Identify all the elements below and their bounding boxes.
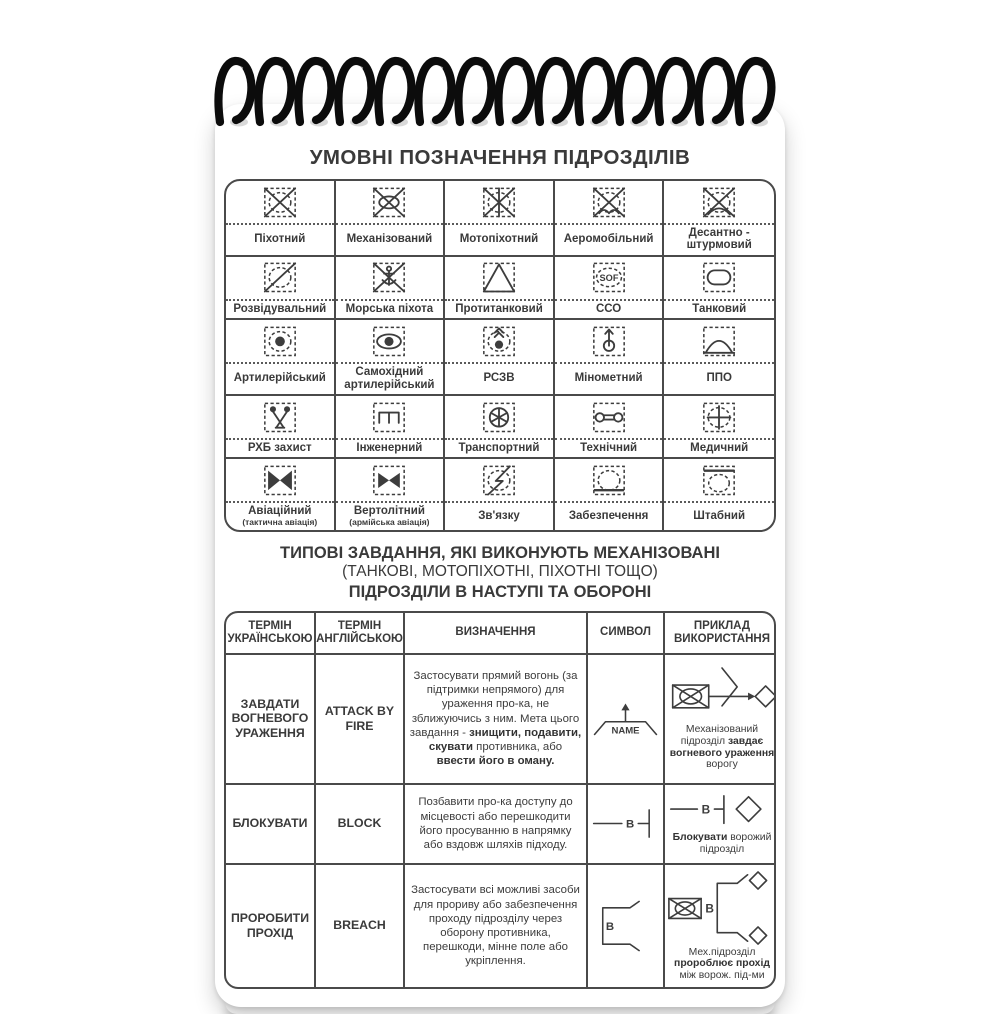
aviation-icon <box>226 459 334 501</box>
unit-cell <box>226 181 336 257</box>
recon-icon <box>226 257 334 299</box>
unit-label: Мотопіхотний <box>445 223 553 255</box>
task-definition: Застосувати всі можливі засоби для прориву або забезпечення проходу підрозділу через оборону противника, перешкоди, мінне поле або укріплення. <box>405 865 588 987</box>
unit-label: Транспортний <box>445 438 553 457</box>
unit-cell <box>664 320 774 396</box>
unit-label: Забезпечення <box>555 501 663 529</box>
unit-cell <box>336 257 446 320</box>
block-example <box>667 791 776 831</box>
unit-label: Піхотний <box>226 223 334 255</box>
unit-label: Розвідувальний <box>226 299 334 318</box>
unit-cell <box>555 396 665 459</box>
task-term-en: BLOCK <box>316 785 405 865</box>
unit-cell <box>336 181 446 257</box>
unit-cell <box>664 459 774 529</box>
unit-cell <box>664 396 774 459</box>
unit-label: РСЗВ <box>445 362 553 394</box>
svg-text:B: B <box>625 818 635 831</box>
unit-label: Морська піхота <box>336 299 444 318</box>
supply-icon <box>555 459 663 501</box>
unit-cell <box>555 257 665 320</box>
unit-label: Аеромобільний <box>555 223 663 255</box>
task-term-ua: ЗАВДАТИ ВОГНЕВОГО УРАЖЕННЯ <box>226 655 316 785</box>
unit-cell <box>555 181 665 257</box>
unit-label: ППО <box>664 362 774 394</box>
tasks-table <box>224 611 776 989</box>
air-assault-icon <box>664 181 774 223</box>
unit-label: Танковий <box>664 299 774 318</box>
unit-label: Вертолітний (армійська авіація) <box>336 501 444 529</box>
task-term-ua: БЛОКУВАТИ <box>226 785 316 865</box>
unit-label: Технічний <box>555 438 663 457</box>
task-symbol <box>588 655 665 785</box>
mortar-icon <box>555 320 663 362</box>
block-symbol <box>590 804 661 843</box>
unit-cell <box>226 257 336 320</box>
unit-label: Десантно - штурмовий <box>664 223 774 255</box>
unit-label: Мінометний <box>555 362 663 394</box>
tasks-table-header: СИМВОЛ <box>588 613 665 655</box>
unit-cell <box>336 459 446 529</box>
sof-icon <box>555 257 663 299</box>
unit-cell <box>445 181 555 257</box>
svg-text:B: B <box>605 920 615 933</box>
unit-cell <box>336 320 446 396</box>
task-example-caption: Блокувати ворожий підрозділ <box>672 832 772 856</box>
unit-cell <box>664 257 774 320</box>
svg-text:B: B <box>705 901 714 916</box>
cbrn-icon <box>226 396 334 438</box>
unit-cell <box>226 320 336 396</box>
task-term-en: ATTACK BY FIRE <box>316 655 405 785</box>
marines-icon <box>336 257 444 299</box>
unit-sublabel: (армійська авіація) <box>349 516 430 527</box>
sp-artillery-icon <box>336 320 444 362</box>
task-example <box>665 785 776 865</box>
task-symbol <box>588 865 665 987</box>
section-heading-line3: ПІДРОЗДІЛИ В НАСТУПІ ТА ОБОРОНІ <box>348 582 652 601</box>
tasks-table-header: ВИЗНАЧЕННЯ <box>405 613 588 655</box>
unit-cell <box>445 257 555 320</box>
task-symbol <box>588 785 665 865</box>
air-defense-icon <box>664 320 774 362</box>
transport-icon <box>445 396 553 438</box>
unit-label: Самохідний артилерійський <box>336 362 444 394</box>
task-definition: Позбавити про-ка доступу до місцевості або перешкодити його просуванню в напрямку або вздовж шляхів підходу. <box>405 785 588 865</box>
tasks-table-header: ТЕРМІН УКРАЇНСЬКОЮ <box>226 613 316 655</box>
unit-cell <box>336 396 446 459</box>
unit-label: Штабний <box>664 501 774 529</box>
tasks-table-header: ПРИКЛАД ВИКОРИСТАННЯ <box>665 613 776 655</box>
unit-label: Зв'язку <box>445 501 553 529</box>
medical-icon <box>664 396 774 438</box>
task-definition: Застосувати прямий вогонь (за підтримки непрямого) для ураження про-ка, не зближуючись з ним. Мета цього завдання - знищити, подавити, скувати противника, або ввести його в оману. <box>405 655 588 785</box>
artillery-icon <box>226 320 334 362</box>
task-example-caption: Мех.підрозділ пророблює прохід між ворож. під-ми <box>674 946 770 982</box>
tank-icon <box>664 257 774 299</box>
unit-label: Протитанковий <box>445 299 553 318</box>
task-example <box>665 655 776 785</box>
spiral-binding <box>208 56 792 142</box>
svg-text:B: B <box>701 802 711 817</box>
page-content <box>215 104 785 1007</box>
breach-symbol <box>590 899 661 953</box>
infantry-icon <box>226 181 334 223</box>
tasks-table-header: ТЕРМІН АНГЛІЙСЬКОЮ <box>316 613 405 655</box>
unit-label: Авіаційний (тактична авіація) <box>226 501 334 529</box>
unit-cell <box>445 396 555 459</box>
unit-cell <box>555 320 665 396</box>
units-symbols-table <box>224 179 776 532</box>
technical-icon <box>555 396 663 438</box>
attack-by-fire-example <box>667 666 776 723</box>
unit-label: Механізований <box>336 223 444 255</box>
unit-label: Артилерійський <box>226 362 334 394</box>
section-heading <box>226 543 774 602</box>
mlrs-icon <box>445 320 553 362</box>
engineer-icon <box>336 396 444 438</box>
notepad-page <box>215 104 785 1007</box>
motorized-infantry-icon <box>445 181 553 223</box>
breach-example <box>667 870 776 946</box>
attack-by-fire-symbol <box>590 696 661 742</box>
unit-cell <box>226 396 336 459</box>
unit-cell <box>226 459 336 529</box>
svg-text:NAME: NAME <box>611 725 640 737</box>
unit-cell <box>555 459 665 529</box>
task-term-ua: ПРОРОБИТИ ПРОХІД <box>226 865 316 987</box>
airmobile-icon <box>555 181 663 223</box>
task-example-caption: Механізований підрозділ завдає вогневого ураження ворогу <box>669 724 775 771</box>
unit-sublabel: (тактична авіація) <box>242 516 318 527</box>
unit-label: ССО <box>555 299 663 318</box>
unit-cell <box>664 181 774 257</box>
staff-icon <box>664 459 774 501</box>
helicopter-icon <box>336 459 444 501</box>
unit-cell <box>445 459 555 529</box>
task-term-en: BREACH <box>316 865 405 987</box>
svg-text:SOF: SOF <box>599 273 619 284</box>
section-heading-line2: (ТАНКОВІ, МОТОПІХОТНІ, ПІХОТНІ ТОЩО) <box>342 562 658 580</box>
section-heading-line1: ТИПОВІ ЗАВДАННЯ, ЯКІ ВИКОНУЮТЬ МЕХАНІЗОВАНІ <box>280 543 720 562</box>
unit-label: Медичний <box>664 438 774 457</box>
unit-label: Інженерний <box>336 438 444 457</box>
task-example <box>665 865 776 987</box>
page-title: УМОВНІ ПОЗНАЧЕННЯ ПІДРОЗДІЛІВ <box>309 146 691 169</box>
signal-icon <box>445 459 553 501</box>
unit-label: РХБ захист <box>226 438 334 457</box>
mechanized-icon <box>336 181 444 223</box>
unit-cell <box>445 320 555 396</box>
anti-tank-icon <box>445 257 553 299</box>
